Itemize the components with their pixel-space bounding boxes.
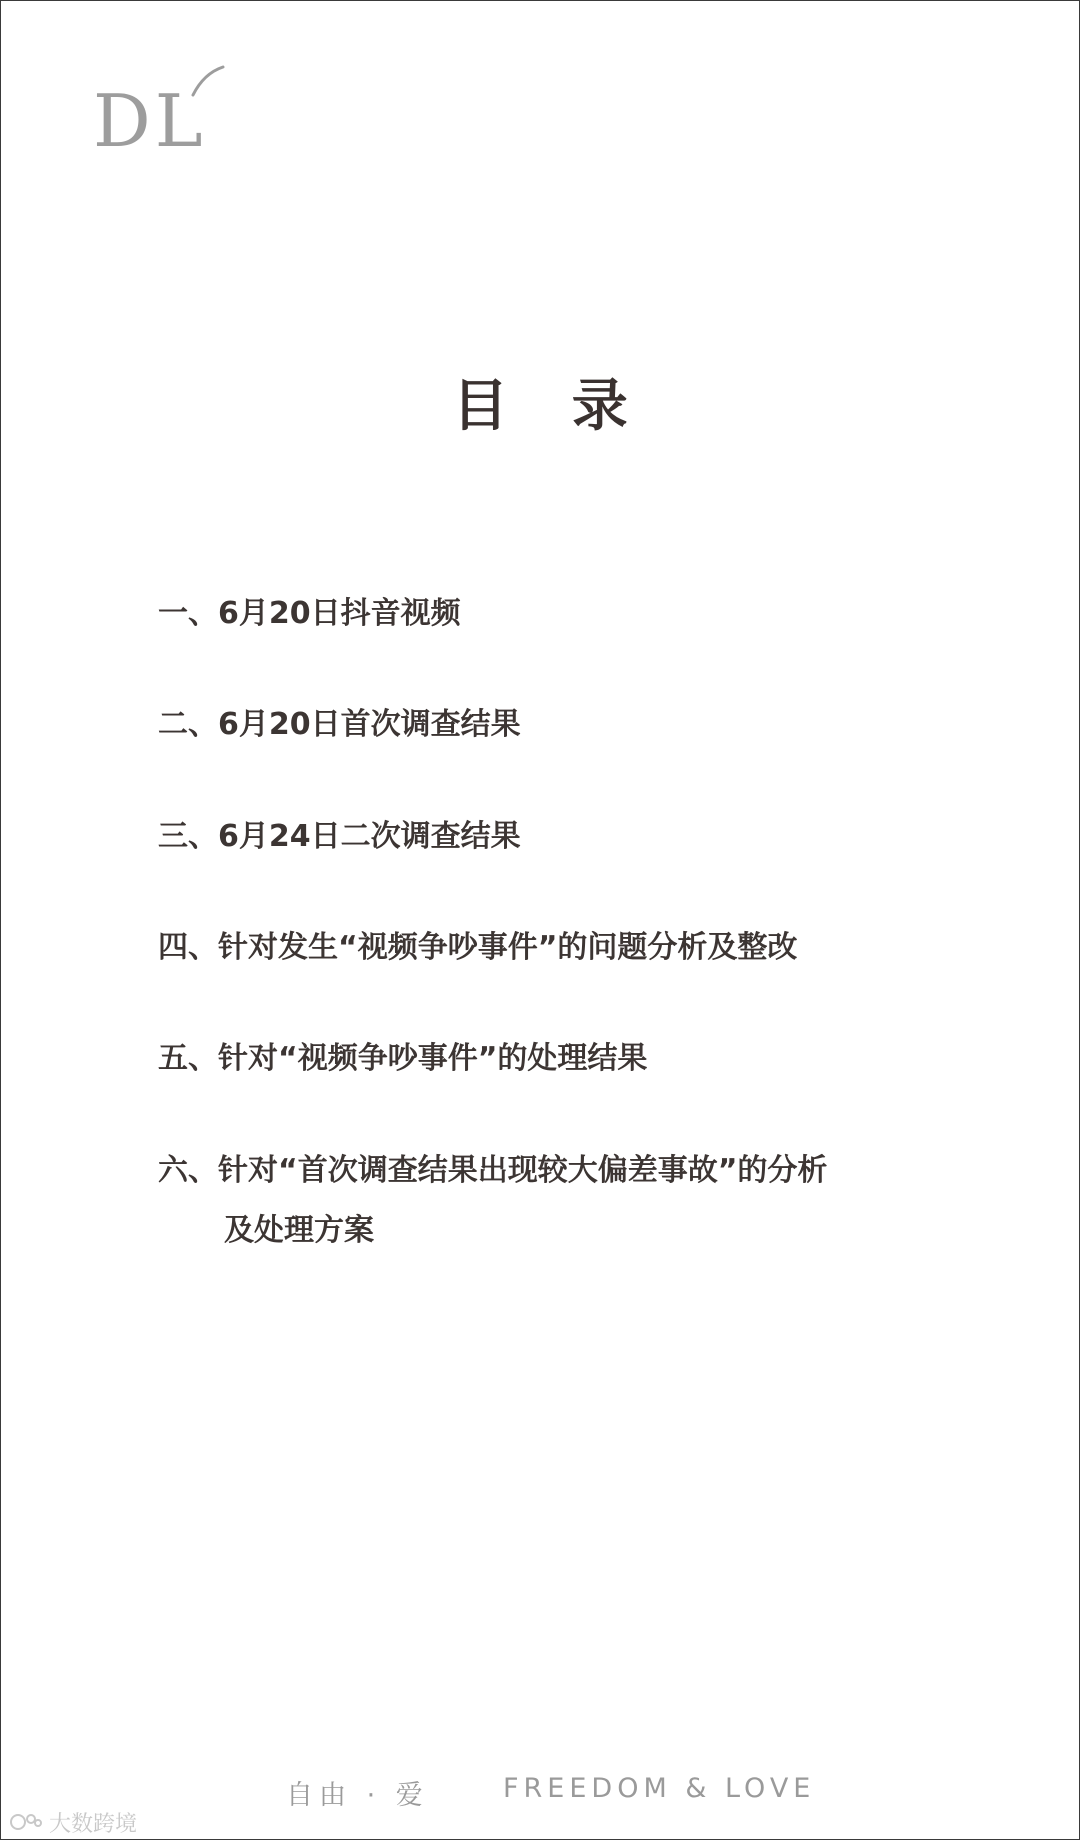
toc-item-4 <box>158 918 797 978</box>
footer-slogan <box>1 1773 1079 1813</box>
toc-item-text: 6月20日抖音视频 <box>218 596 461 631</box>
logo-text: DL <box>93 79 207 163</box>
brand-logo <box>93 65 223 165</box>
watermark-text: 大数跨境 <box>49 1811 138 1837</box>
toc-item-text: 针对发生“视频争吵事件”的问题分析及整改 <box>218 930 798 965</box>
toc-item-text: 针对“视频争吵事件”的处理结果 <box>218 1041 648 1076</box>
watermark <box>9 1807 137 1837</box>
toc-item-text: 6月24日二次调查结果 <box>218 819 521 854</box>
toc-item-text: 针对“首次调查结果出现较大偏差事故”的分析 <box>218 1153 828 1188</box>
toc-item-1 <box>158 584 461 644</box>
toc-item-text: 6月20日首次调查结果 <box>218 707 521 742</box>
toc-item-5 <box>158 1029 647 1089</box>
page-title: 目 录 <box>452 374 650 439</box>
toc-item-2 <box>158 695 521 755</box>
toc-item-number: 一、 <box>158 596 218 631</box>
toc-item-6 <box>158 1141 827 1261</box>
toc-item-number: 三、 <box>158 819 218 854</box>
toc-item-3 <box>158 807 521 867</box>
toc-item-number: 六、 <box>158 1153 218 1188</box>
watermark-logo-icon <box>9 1809 43 1835</box>
toc-item-text-continued: 及处理方案 <box>224 1213 374 1248</box>
footer-slogan-en: FREEDOM & LOVE <box>503 1773 816 1804</box>
toc-item-number: 四、 <box>158 930 218 965</box>
toc-item-number: 二、 <box>158 707 218 742</box>
toc-item-number: 五、 <box>158 1041 218 1076</box>
footer-slogan-cn: 自由 · 爱 <box>286 1780 429 1811</box>
logo-accent-mark <box>187 65 227 99</box>
